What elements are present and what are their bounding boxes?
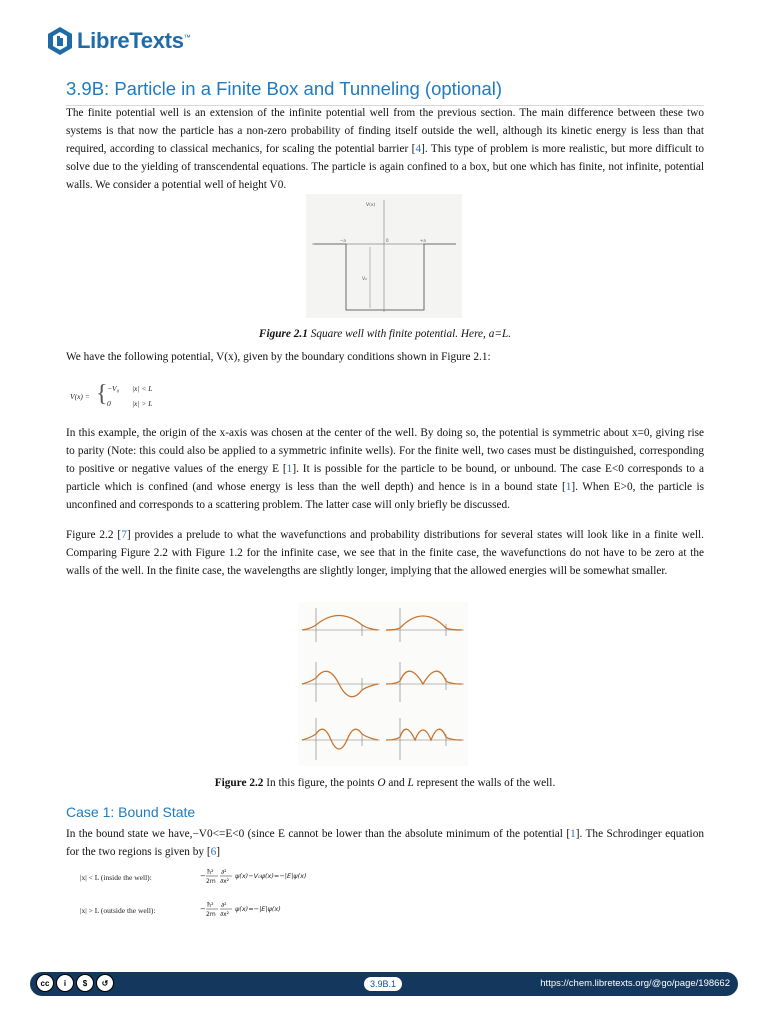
sa-icon: ↺ [96,974,114,992]
schrodinger-outside-equation [200,899,300,921]
citation-link[interactable]: 6 [210,846,217,858]
citation-link[interactable]: 7 [121,529,127,541]
figure-2-1-caption: Figure 2.1 Square well with finite potential. Here, a=L. [258,328,512,340]
figure-2-2-caption: Figure 2.2 In this figure, the points O and L represent the walls of the well. [214,777,556,789]
svg-text:ħ²: ħ² [207,902,214,909]
figure-2-1-label-vx: V(x) [366,203,376,208]
figure-intro-paragraph: Figure 2.2 [7] provides a prelude to what the wavefunctions and probability distributions for several states will look like in a finite well. Comparing Figure 2.2 with Figure 1.2 for the infinite case, we see that in the finite case, the wavefunctions do not have to be zero at the walls of the well. In the finite case, the wavelengths are slightly longer, implying that the allowed energies will be somewhat smaller. [66,529,704,577]
svg-text:∂²: ∂² [221,902,227,909]
eq2-region-label: |x| > L (outside the well): [80,906,156,915]
svg-text:∂²: ∂² [221,869,227,876]
svg-text:−: − [200,872,206,880]
figure-2-1-label-origin: 0 [386,238,389,243]
potential-equation: V(x) = { −V₀ |x| < L 0 |x| > L [70,381,153,408]
svg-text:∂x²: ∂x² [220,911,230,918]
svg-text:−: − [200,905,206,913]
logo-wordmark: LibreTexts™ [77,28,191,53]
by-icon: i [56,974,74,992]
libretexts-logo[interactable] [47,26,190,56]
svg-text:2m: 2m [206,878,216,885]
libretexts-logo-icon [47,26,73,56]
citation-link[interactable]: 4 [415,143,422,155]
figure-2-1-label-pos-a: +a [420,238,426,243]
citation-link[interactable]: 1 [286,463,293,475]
figure-2-1-label-neg-a: −a [340,238,346,243]
eq1-region-label: |x| < L (inside the well): [80,873,152,882]
svg-text:ψ(x)−V₀ψ(x)=−|E|ψ(x): ψ(x)−V₀ψ(x)=−|E|ψ(x) [235,872,307,880]
citation-link[interactable]: 1 [570,828,576,840]
citation-link[interactable]: 1 [565,481,572,493]
figure-2-1-square-well [306,194,462,318]
page-url-link[interactable]: https://chem.libretexts.org/@go/page/198662 [540,978,730,989]
figure-2-1-label-v0: V₀ [362,277,367,282]
case-1-heading: Case 1: Bound State [66,804,196,820]
symmetry-paragraph: In this example, the origin of the x-axis was chosen at the center of the well. By doing so, the potential is symmetric about x=0, giving rise to parity (Note: this could also be applied to a symmetric infinite wells). For the finite well, two cases must be distinguished, corresponding to positive or negative values of the energy E [1]. It is possible for the particle to be bound, or unbound. The case E<0 corresponds to a particle which is confined (and whose energy is less than the well depth) and hence is in a bound state [1]. When E>0, the particle is unconfined and corresponds to a scattering problem. The latter case will only briefly be discussed. [66,427,704,511]
bound-state-paragraph: In the bound state we have,−V0<=E<0 (since E cannot be lower than the absolute minimum of the potential [1]. The Schrodinger equation for the two regions is given by [6] [66,828,704,858]
cc-license-badge[interactable] [36,974,114,992]
intro-paragraph: The finite potential well is an extension of the infinite potential well from the previous section. The main difference between these two systems is that now the particle has a non-zero probability of finding itself outside the well, although its kinetic energy is less than that required, according to classical mechanics, for scaling the potential barrier [4]. This type of problem is more realistic, but more difficult to solve due to the yielding of transcendental equations. The particle is again confined to a box, but one which has finite, not infinite, potential walls. We consider a potential well of height V0. [66,107,704,191]
potential-intro-sentence: We have the following potential, V(x), given by the boundary conditions shown in Figure 2.1: [66,351,491,363]
svg-text:2m: 2m [206,911,216,918]
page-number: 3.9B.1 [364,977,402,991]
figure-2-2-wavefunctions [298,602,468,766]
svg-text:ψ(x)=−|E|ψ(x): ψ(x)=−|E|ψ(x) [235,905,281,913]
svg-text:ħ²: ħ² [207,869,214,876]
svg-text:∂x²: ∂x² [220,878,230,885]
schrodinger-inside-equation [200,866,325,888]
cc-icon: cc [36,974,54,992]
page-title: 3.9B: Particle in a Finite Box and Tunneling (optional) [66,78,704,106]
nc-icon: $ [76,974,94,992]
